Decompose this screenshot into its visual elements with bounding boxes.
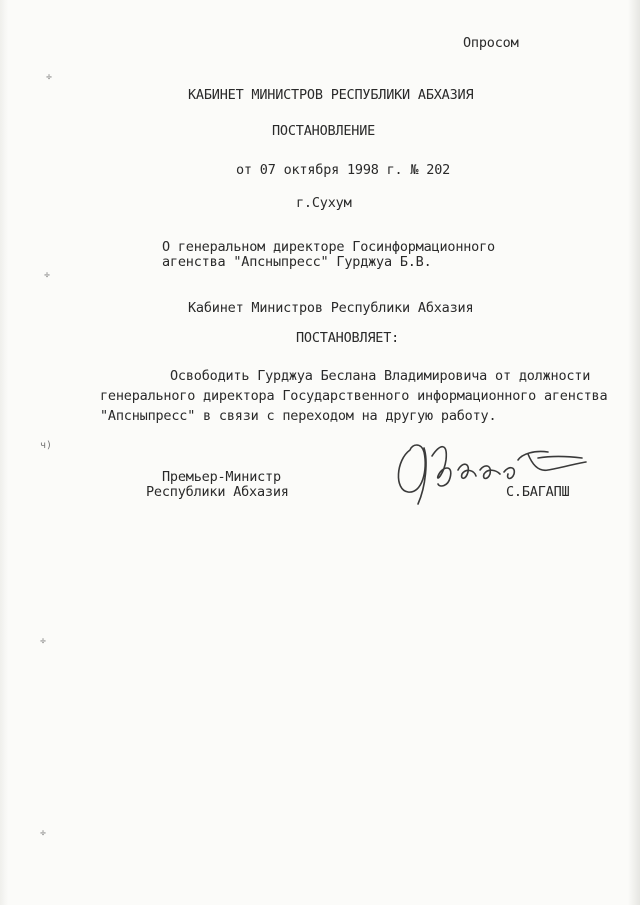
scan-speck: ÷ xyxy=(44,270,51,281)
body-line-2: генерального директора Государственного информационного агенства xyxy=(100,388,608,404)
scan-speck: ÷ xyxy=(40,828,47,839)
signer-name: С.БАГАПШ xyxy=(506,484,570,500)
decree-word: ПОСТАНОВЛЯЕТ: xyxy=(296,330,400,346)
body-line-3: "Апсныпресс" в связи с переходом на другую работу. xyxy=(100,408,497,424)
scan-speck: ÷ xyxy=(40,636,47,647)
signer-position-line-2: Республики Абхазия xyxy=(146,484,289,500)
body-line-1: Освободить Гурджуа Беслана Владимировича от должности xyxy=(170,368,591,384)
date-and-number: от 07 октября 1998 г. № 202 xyxy=(236,162,451,178)
document-header: КАБИНЕТ МИНИСТРОВ РЕСПУБЛИКИ АБХАЗИЯ xyxy=(188,87,474,103)
issuer: Кабинет Министров Республики Абхазия xyxy=(188,300,474,316)
subject-line-2: агенства "Апсныпресс" Гурджуа Б.В. xyxy=(162,254,432,270)
signer-position-line-1: Премьер-Министр xyxy=(162,469,281,485)
corner-stamp: Опросом xyxy=(463,35,519,51)
city: г.Сухум xyxy=(296,195,352,211)
scan-speck: ÷ xyxy=(46,72,53,83)
document-type: ПОСТАНОВЛЕНИЕ xyxy=(272,123,376,139)
scan-speck: ч) xyxy=(40,440,53,451)
subject-line-1: О генеральном директоре Госинформационного xyxy=(162,239,495,255)
